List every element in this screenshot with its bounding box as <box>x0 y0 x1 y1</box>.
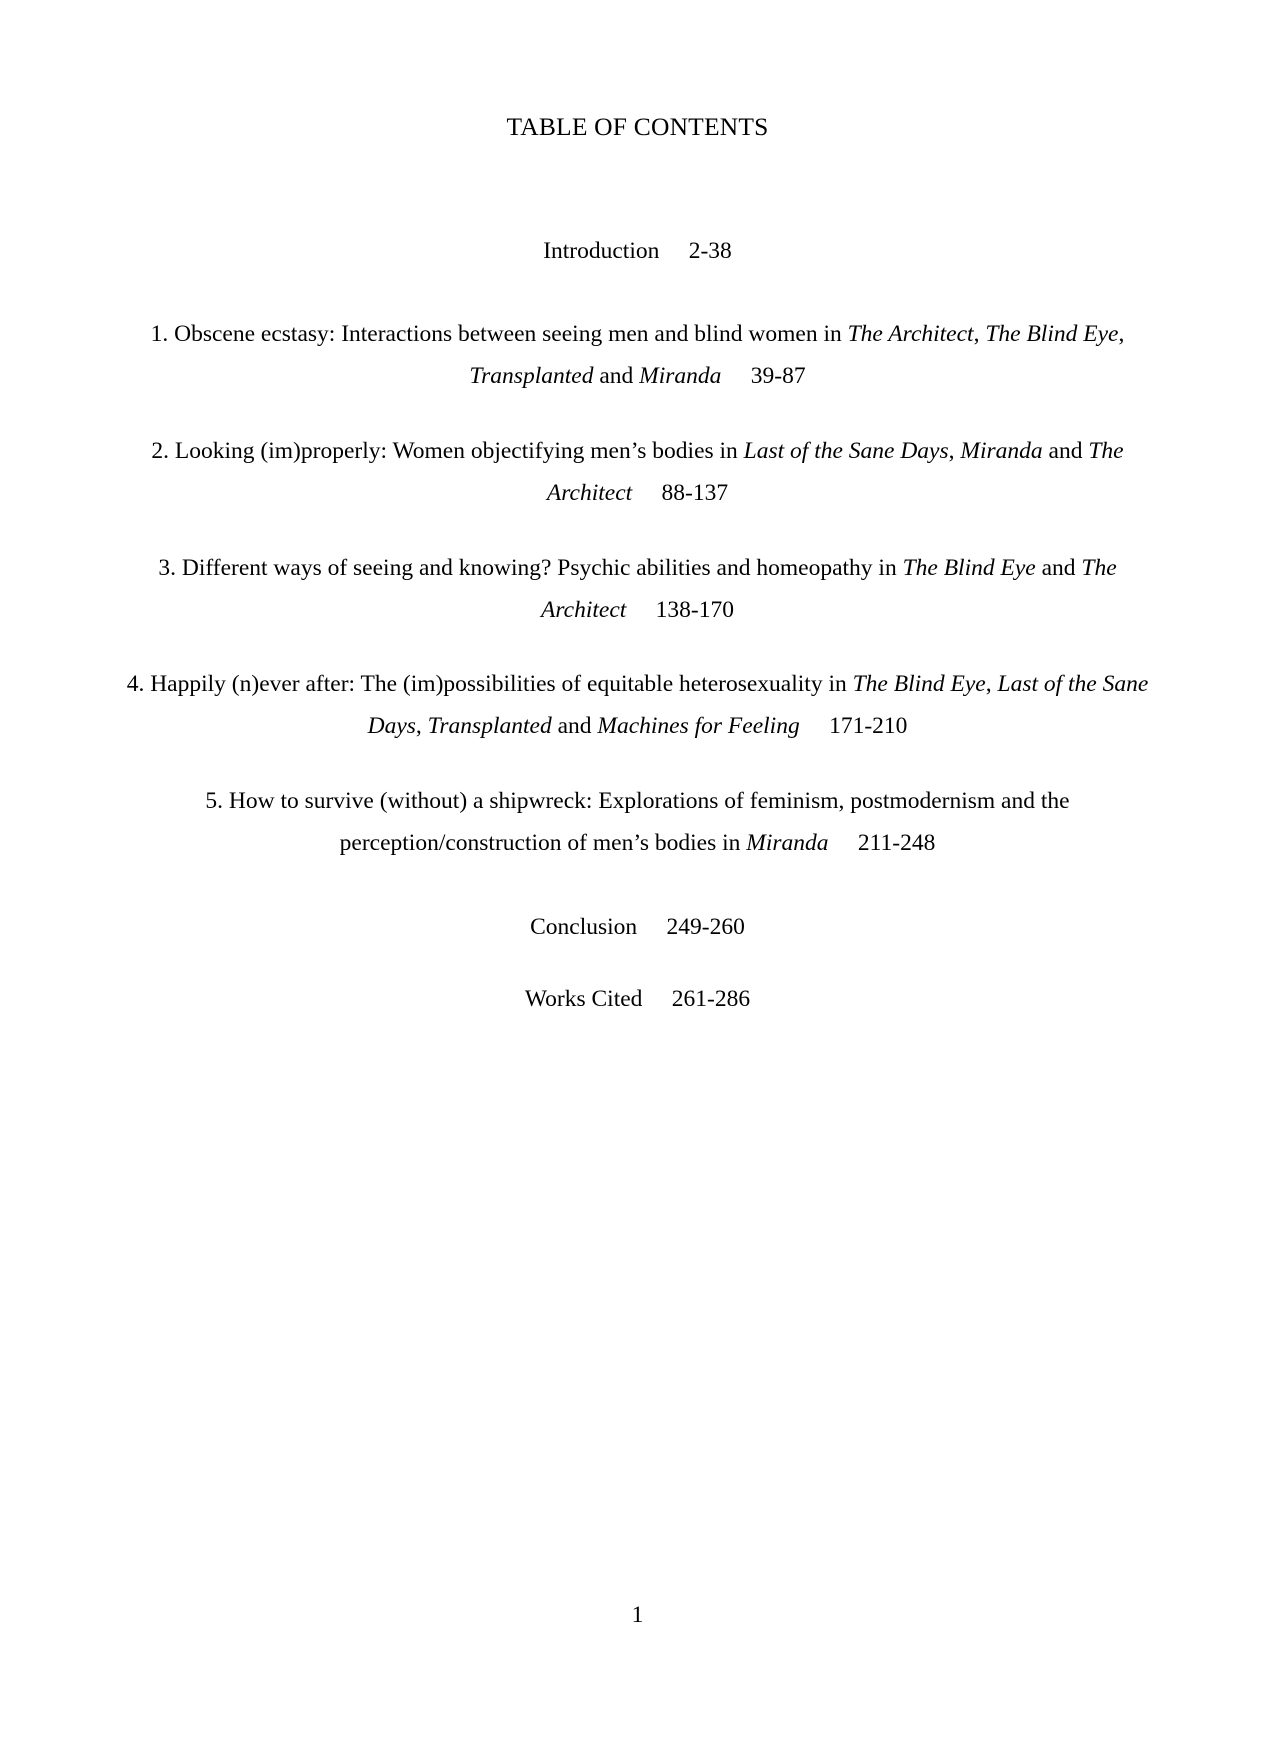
toc-entry-title-part: 2. Looking (im)properly: Women objectifying men’s bodies in <box>151 438 744 465</box>
toc-entry-title-part: Machines for Feeling <box>597 713 800 740</box>
page-number: 1 <box>631 1602 644 1628</box>
toc-entry-pages: 261-286 <box>642 985 751 1012</box>
toc-entry-title-part: Miranda <box>960 438 1043 465</box>
toc-entry-title-part: The Blind Eye <box>902 554 1036 581</box>
toc-entry-chapter-2[interactable] <box>115 431 1160 515</box>
toc-entry-introduction[interactable] <box>115 231 1160 273</box>
page-title: TABLE OF CONTENTS <box>506 112 769 141</box>
toc-entry-title-part: Transplanted <box>427 713 552 740</box>
toc-entry-pages: 138-170 <box>626 596 734 623</box>
toc-entry-title-part: , <box>973 321 986 348</box>
toc-entry-chapter-3[interactable] <box>115 548 1160 632</box>
document-page <box>0 112 1275 1763</box>
toc-entry-title-part: Transplanted <box>469 363 594 390</box>
toc-entry-title-part: Works Cited <box>524 985 643 1012</box>
toc-entry-pages: 249-260 <box>637 913 745 940</box>
toc-entry-chapter-4[interactable] <box>115 664 1160 748</box>
toc-entry-title-part: , <box>415 713 428 740</box>
toc-entry-title-part: Introduction <box>543 237 660 264</box>
toc-entry-title-part: 5. How to survive (without) a shipwreck: Explorations of feminism, postmodernism and the perception/construction of men’s bodies in <box>205 788 1070 856</box>
toc-entry-title-part: Last of the Sane Days <box>743 438 949 465</box>
toc-entry-conclusion[interactable] <box>115 907 1160 949</box>
toc-entry-title-part: , <box>985 671 998 698</box>
toc-entry-title-part: , <box>1118 321 1125 348</box>
toc-entry-title-part: The Architect <box>847 321 974 348</box>
toc-entry-title-part: and <box>551 713 598 740</box>
toc-entry-title-part: and <box>1042 438 1089 465</box>
toc-entry-pages: 211-248 <box>828 829 936 856</box>
toc-entry-title-part: Conclusion <box>530 913 638 940</box>
toc-entry-title-part: , <box>948 438 961 465</box>
toc-entry-title-part: Last of the Sane Days <box>367 671 1149 740</box>
toc-entry-title-part: The Architect <box>546 438 1124 506</box>
toc-entry-title-part: Miranda <box>746 829 829 856</box>
toc-entry-title-part: and <box>593 363 640 390</box>
toc-entry-title-part: 1. Obscene ecstasy: Interactions between seeing men and blind women in <box>150 321 848 348</box>
toc-entry-title-part: and <box>1035 554 1082 581</box>
toc-entry-works-cited[interactable] <box>115 979 1160 1021</box>
toc-entry-title-part: The Architect <box>541 554 1117 623</box>
toc-entry-title-part: 3. Different ways of seeing and knowing? Psychic abilities and homeopathy in <box>158 554 903 581</box>
toc-entry-title-part: The Blind Eye <box>985 321 1119 348</box>
toc-entry-title-part: Miranda <box>639 363 722 390</box>
toc-entry-chapter-5[interactable] <box>115 781 1160 865</box>
toc-entry-title-part: The Blind Eye <box>852 671 986 698</box>
table-of-contents <box>115 231 1160 1021</box>
toc-entry-chapter-1[interactable] <box>115 314 1160 398</box>
toc-entry-pages: 171-210 <box>799 713 908 740</box>
toc-entry-pages: 88-137 <box>632 479 729 506</box>
toc-entry-pages: 2-38 <box>659 237 732 264</box>
toc-entry-pages: 39-87 <box>721 363 806 390</box>
toc-entry-title-part: 4. Happily (n)ever after: The (im)possibilities of equitable heterosexuality in <box>126 671 853 698</box>
